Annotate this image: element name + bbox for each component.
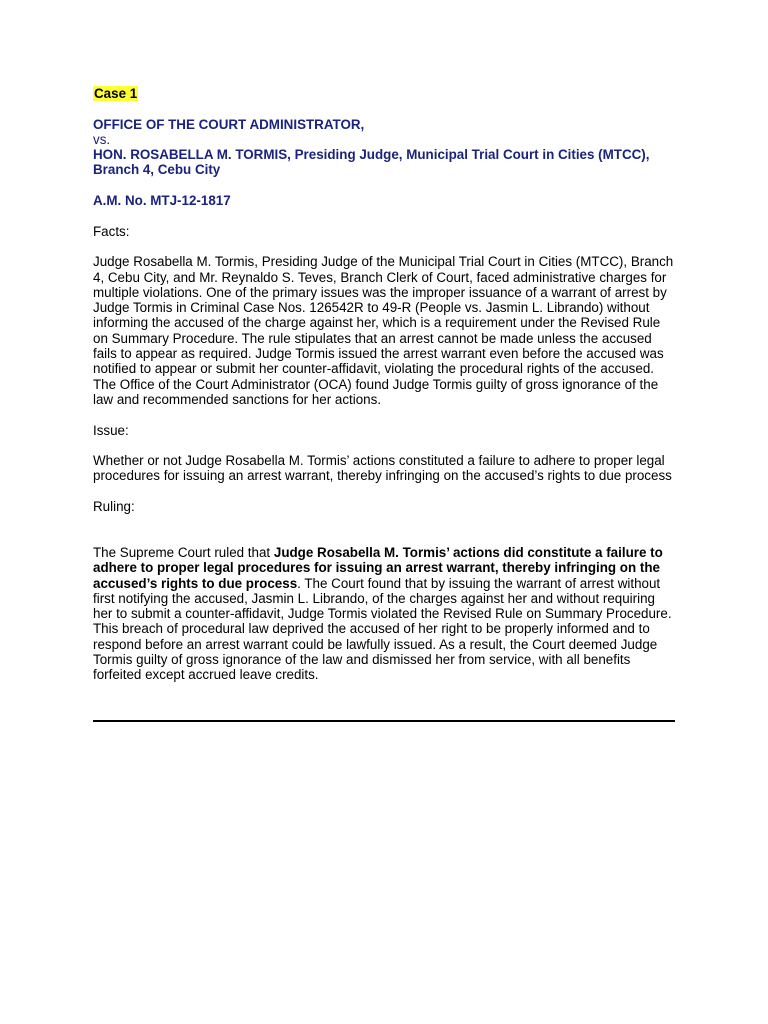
ruling-holding: Judge Rosabella M. Tormis’ actions did constitute a failure to adhere to proper legal procedures for issuing an arrest warrant, thereby infringing on the accused’s rights to due process bbox=[93, 544, 663, 591]
facts-heading: Facts: bbox=[93, 223, 130, 239]
party-two: HON. ROSABELLA M. TORMIS, Presiding Judge, Municipal Trial Court in Cities (MTCC), Branch 4, Cebu City bbox=[93, 147, 650, 178]
case-caption bbox=[93, 117, 675, 178]
ruling-rest: . The Court found that by issuing the warrant of arrest without first notifying the accused, Jasmin L. Librando, of the charges against her and without requiring her to submit a counter-affidavit, Judge Tormis violated the Revised Rule on Summary Procedure. This breach of procedural law deprived the accused of her right to be properly informed and to respond before an arrest warrant could be lawfully issued. As a result, the Court deemed Judge Tormis guilty of gross ignorance of the law and dismissed her from service, with all benefits forfeited except accrued leave credits. bbox=[93, 575, 672, 683]
facts-body: Judge Rosabella M. Tormis, Presiding Judge of the Municipal Trial Court in Cities (MTCC), Branch 4, Cebu City, and Mr. Reynaldo S. Teves, Branch Clerk of Court, faced administrative charges for multiple violations. One of the primary issues was the improper issuance of a warrant of arrest by Judge Tormis in Criminal Case Nos. 126542R to 49-R (People vs. Jasmin L. Librando) without informing the accused of the charge against her, which is a requirement under the Revised Rule on Summary Procedure. The rule stipulates that an arrest cannot be made unless the accused fails to appear as required. Judge Tormis issued the arrest warrant even before the accused was notified to appear or submit her counter-affidavit, violating the procedural rights of the accused. The Office of the Court Administrator (OCA) found Judge Tormis guilty of gross ignorance of the law and recommended sanctions for her actions. bbox=[93, 254, 674, 407]
ruling-intro: The Supreme Court ruled that bbox=[93, 544, 274, 560]
document-page bbox=[93, 86, 675, 683]
versus-label: vs. bbox=[93, 131, 111, 147]
ruling-heading: Ruling: bbox=[93, 499, 135, 515]
case-label: Case 1 bbox=[94, 86, 138, 101]
horizontal-rule bbox=[93, 720, 675, 722]
case-number: A.M. No. MTJ-12-1817 bbox=[93, 193, 231, 209]
issue-body: Whether or not Judge Rosabella M. Tormis’ actions constituted a failure to adhere to proper legal procedures for issuing an arrest warrant, thereby infringing on the accused’s rights to due process bbox=[93, 453, 672, 484]
party-one: OFFICE OF THE COURT ADMINISTRATOR, bbox=[93, 116, 365, 132]
ruling-body bbox=[93, 545, 675, 683]
issue-heading: Issue: bbox=[93, 422, 129, 438]
